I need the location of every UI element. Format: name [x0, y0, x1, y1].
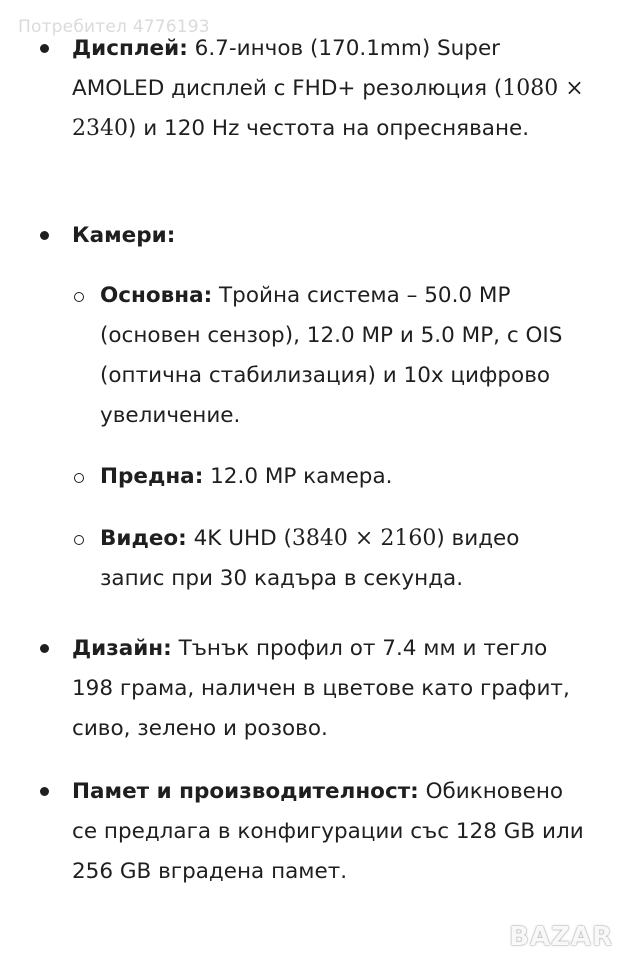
- username-watermark: Потребител 4776193: [18, 17, 210, 37]
- list-item-memory: [72, 772, 592, 892]
- list-item-design: [72, 629, 592, 749]
- display-resolution: 1080 × 2340: [72, 76, 584, 141]
- list-item-cameras: [72, 216, 592, 256]
- cameras-label: Камери:: [72, 223, 176, 248]
- list-item-front-camera: [100, 457, 590, 497]
- bullet-circle: [74, 292, 84, 302]
- video-resolution: 3840 × 2160: [291, 526, 437, 551]
- design-label: Дизайн:: [72, 636, 172, 661]
- main-camera-text: Тройна система – 50.0 MP (основен сензор), 12.0 MP и 5.0 MP, с OIS (оптична стабилизация) и 10x цифрово увеличение.: [100, 283, 563, 428]
- front-camera-label: Предна:: [100, 464, 204, 489]
- list-item-main-camera: [100, 276, 590, 436]
- memory-label: Памет и производителност:: [72, 779, 419, 804]
- bullet-disc: [40, 787, 49, 796]
- list-item-display: [72, 29, 592, 149]
- video-label: Видео:: [100, 526, 187, 551]
- design-text: Тънък профил от 7.4 мм и тегло 198 грама, наличен в цветове като графит, сиво, зелено и розово.: [72, 636, 570, 741]
- bullet-circle: [74, 473, 84, 483]
- bullet-disc: [40, 231, 49, 240]
- front-camera-text: 12.0 MP камера.: [203, 464, 393, 489]
- display-text-end: ) и 120 Hz честота на опресняване.: [128, 116, 530, 141]
- video-text: 4K UHD (: [186, 526, 292, 551]
- display-label: Дисплей:: [72, 36, 188, 61]
- video-text-end: ) видео запис при 30 кадъра в секунда.: [100, 526, 520, 591]
- memory-text: Обикновено се предлага в конфигурации със 128 GB или 256 GB вградена памет.: [72, 779, 584, 884]
- bullet-circle: [74, 535, 84, 545]
- bullet-disc: [40, 44, 49, 53]
- list-item-video: [100, 519, 590, 599]
- bazar-logo: BAZAR: [509, 922, 613, 952]
- bullet-disc: [40, 644, 49, 653]
- main-camera-label: Основна:: [100, 283, 213, 308]
- display-text: 6.7-инчов (170.1mm) Super AMOLED дисплей с FHD+ резолюция (: [72, 36, 503, 101]
